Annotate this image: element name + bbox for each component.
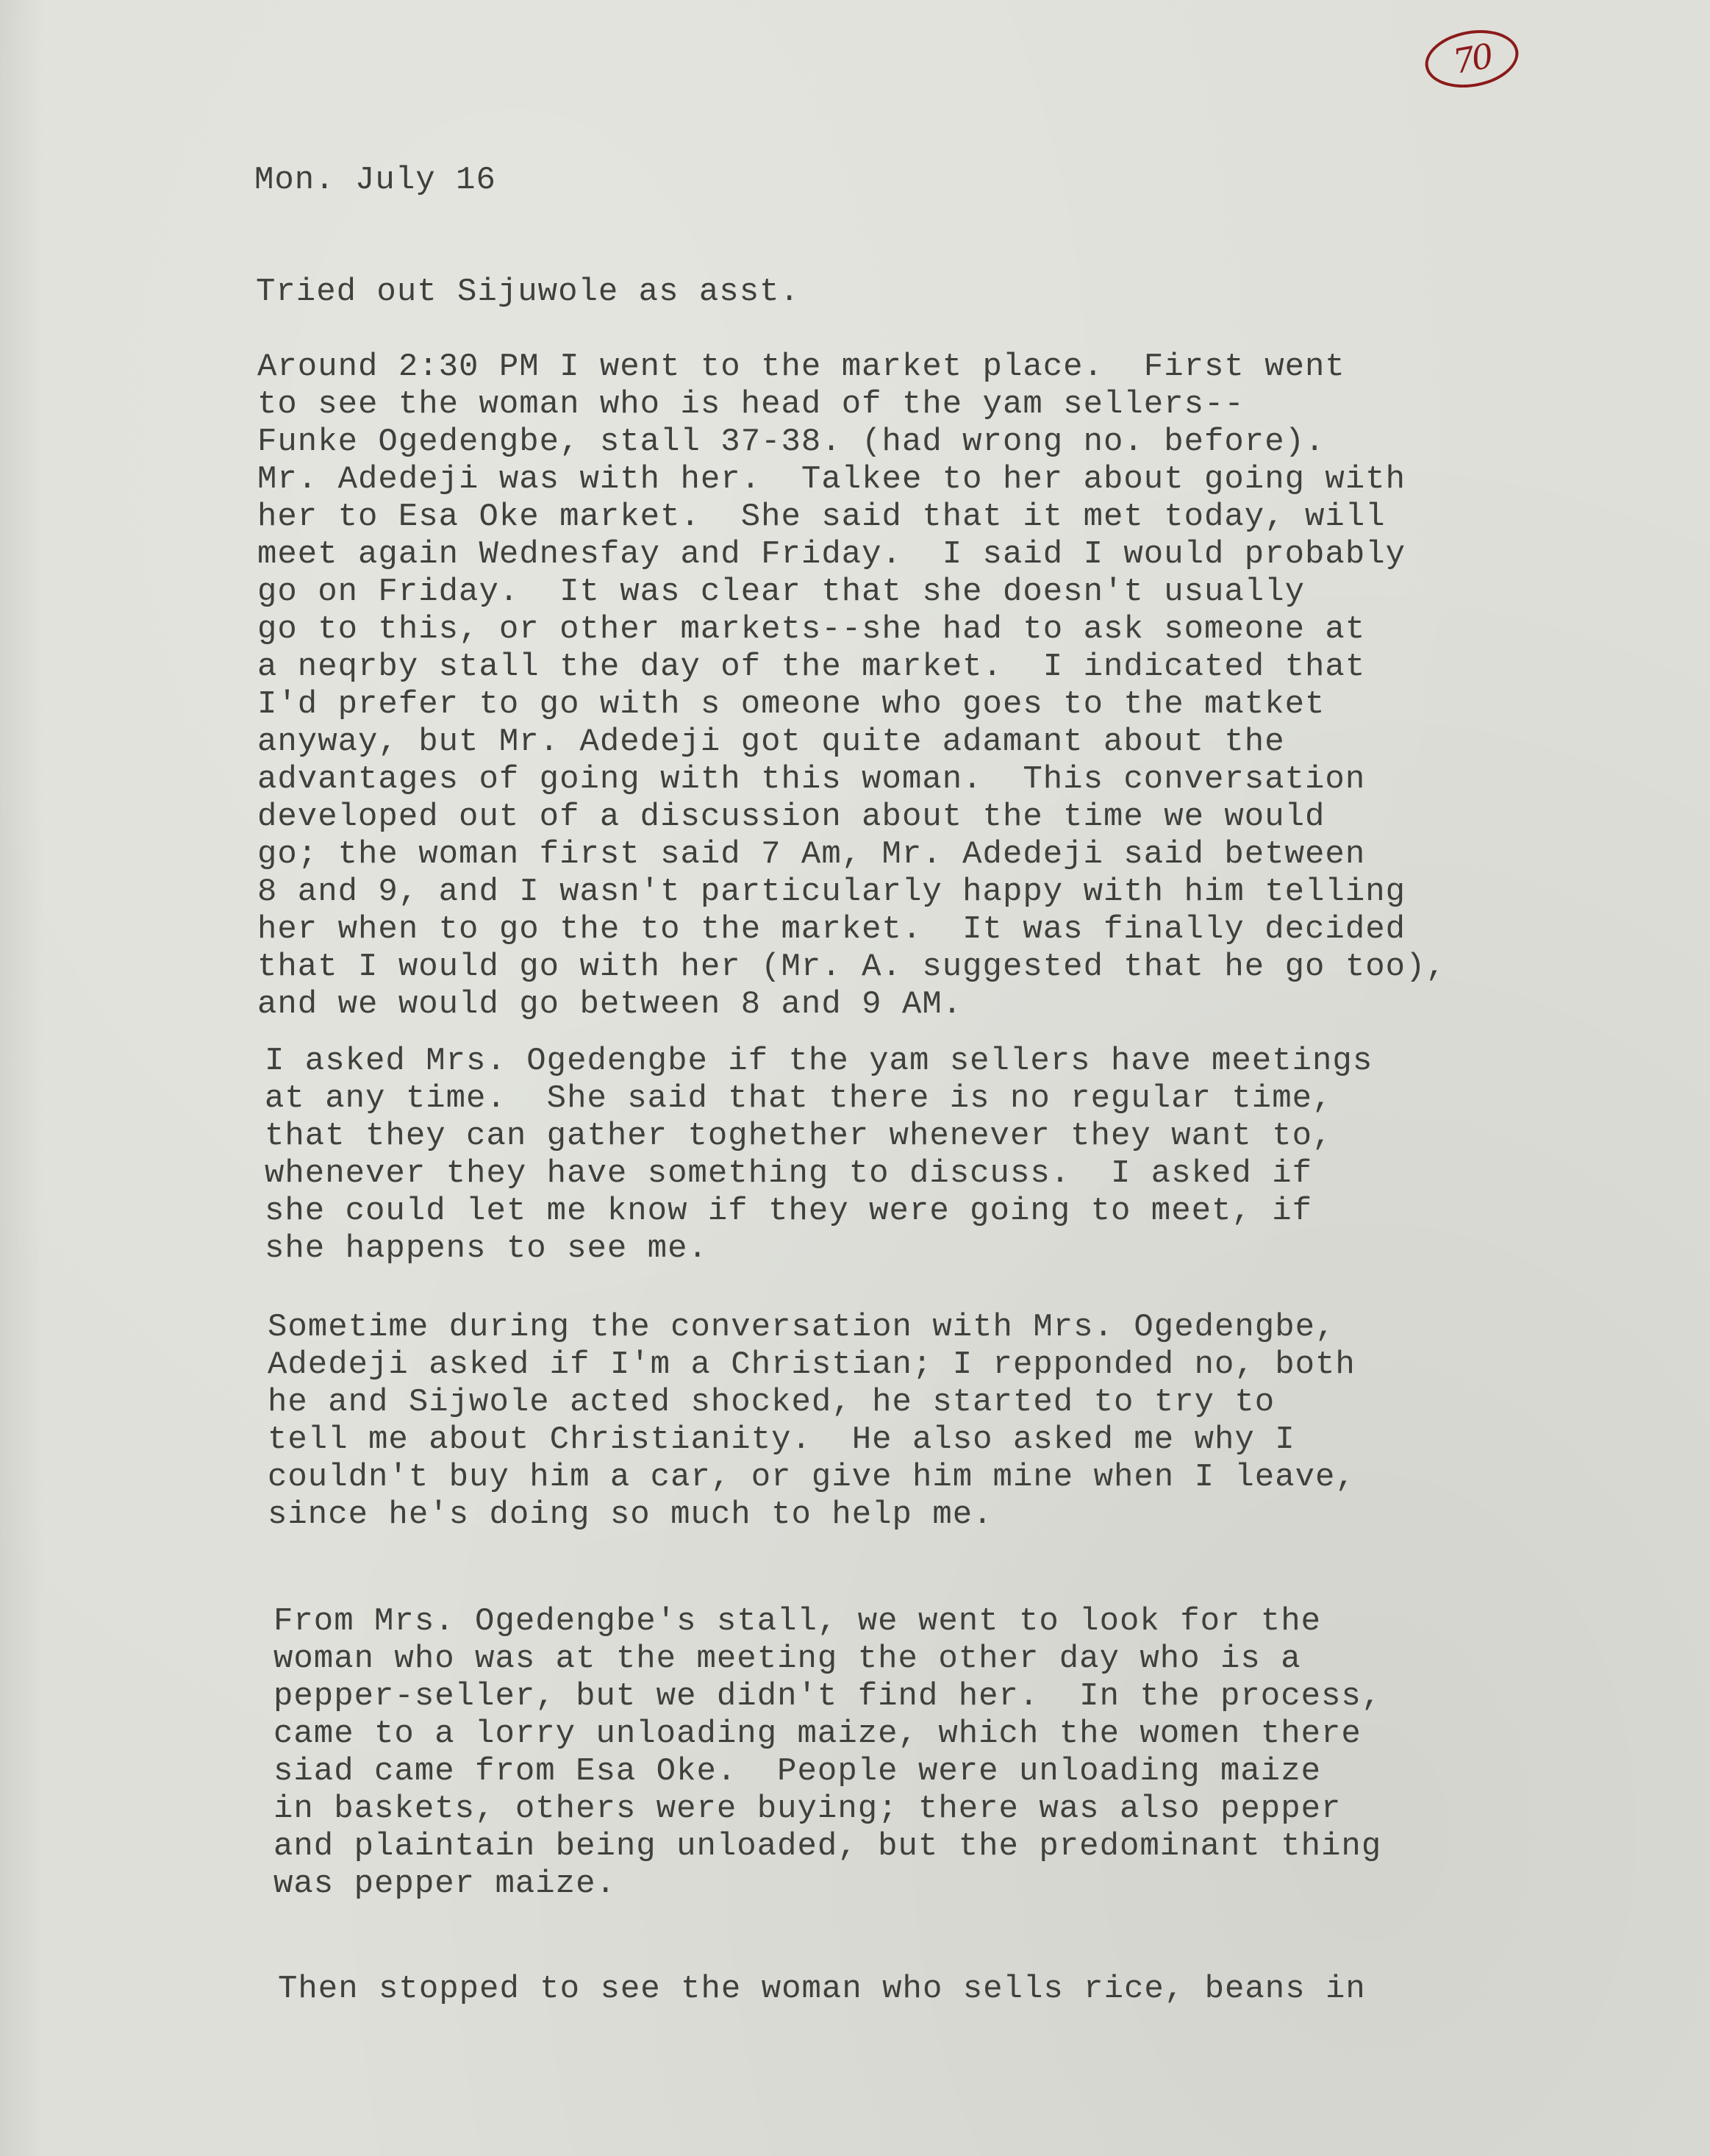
text-line: Sometime during the conversation with Mrs. Ogedengbe, [268, 1309, 1336, 1346]
text-line: I asked Mrs. Ogedengbe if the yam sellers have meetings [265, 1043, 1373, 1079]
page-edge-shadow [0, 0, 44, 2156]
paragraph-5 [273, 1603, 1382, 1971]
text-line: advantages of going with this woman. This conversation [257, 761, 1366, 798]
text-line: her to Esa Oke market. She said that it met today, will [257, 499, 1386, 535]
text-line: woman who was at the meeting the other day who is a [273, 1641, 1301, 1677]
text-line: tell me about Christianity. He also asked me why I [268, 1421, 1295, 1458]
text-line: her when to go the to the market. It was finally decided [257, 911, 1406, 948]
text-line: a neqrby stall the day of the market. I indicated that [257, 649, 1366, 685]
text-line: she happens to see me. [265, 1230, 708, 1267]
text-line: she could let me know if they were going to meet, if [265, 1193, 1313, 1229]
text-line: since he's doing so much to help me. [268, 1496, 993, 1533]
text-line: in baskets, others were buying; there was also pepper [273, 1791, 1342, 1827]
text-line: Mr. Adedeji was with her. Talkee to her about going with [257, 461, 1406, 498]
text-line: and we would go between 8 and 9 AM. [257, 986, 963, 1023]
paragraph-4 [268, 1309, 1356, 1603]
text-line: From Mrs. Ogedengbe's stall, we went to look for the [273, 1603, 1322, 1640]
text-line: pepper-seller, but we didn't find her. In the process, [273, 1678, 1382, 1715]
text-line: was pepper maize. [273, 1866, 616, 1902]
text-line: whenever they have something to discuss. I asked if [265, 1155, 1313, 1192]
text-line: meet again Wednesfay and Friday. I said I would probably [257, 536, 1406, 573]
text-line: I'd prefer to go with s omeone who goes to the matket [257, 686, 1326, 723]
text-line: go; the woman first said 7 Am, Mr. Adedeji said between [257, 836, 1366, 873]
page-number-circled: 70 [1420, 23, 1523, 94]
text-line: 8 and 9, and I wasn't particularly happy with him telling [257, 874, 1406, 910]
text-line: came to a lorry unloading maize, which the women there [273, 1716, 1362, 1752]
text-line: at any time. She said that there is no regular time, [265, 1080, 1333, 1117]
text-line: to see the woman who is head of the yam sellers-- [257, 386, 1245, 423]
text-line: siad came from Esa Oke. People were unloading maize [273, 1753, 1322, 1790]
text-line: developed out of a discussion about the time we would [257, 799, 1326, 835]
date-line: Mon. July 16 [254, 162, 496, 199]
text-line: he and Sijwole acted shocked, he started to try to [268, 1384, 1276, 1421]
text-line: couldn't buy him a car, or give him mine when I leave, [268, 1459, 1356, 1496]
paragraph-6 [278, 1971, 1366, 2081]
text-line: Adedeji asked if I'm a Christian; I repponded no, both [268, 1346, 1356, 1383]
text-line: Tried out Sijuwole as asst. [256, 274, 800, 310]
text-line: Funke Ogedengbe, stall 37-38. (had wrong no. before). [257, 424, 1326, 460]
text-line: Around 2:30 PM I went to the market place. First went [257, 349, 1345, 385]
text-line: and plaintain being unloaded, but the predominant thing [273, 1828, 1382, 1865]
text-line: go on Friday. It was clear that she doesn't usually [257, 574, 1306, 610]
text-line: that they can gather toghether whenever they want to, [265, 1118, 1333, 1154]
text-line: go to this, or other markets--she had to ask someone at [257, 611, 1366, 648]
text-line: Then stopped to see the woman who sells rice, beans in [278, 1971, 1366, 2007]
text-line: that I would go with her (Mr. A. suggested that he go too), [257, 949, 1446, 985]
text-line: anyway, but Mr. Adedeji got quite adamant about the [257, 724, 1285, 760]
